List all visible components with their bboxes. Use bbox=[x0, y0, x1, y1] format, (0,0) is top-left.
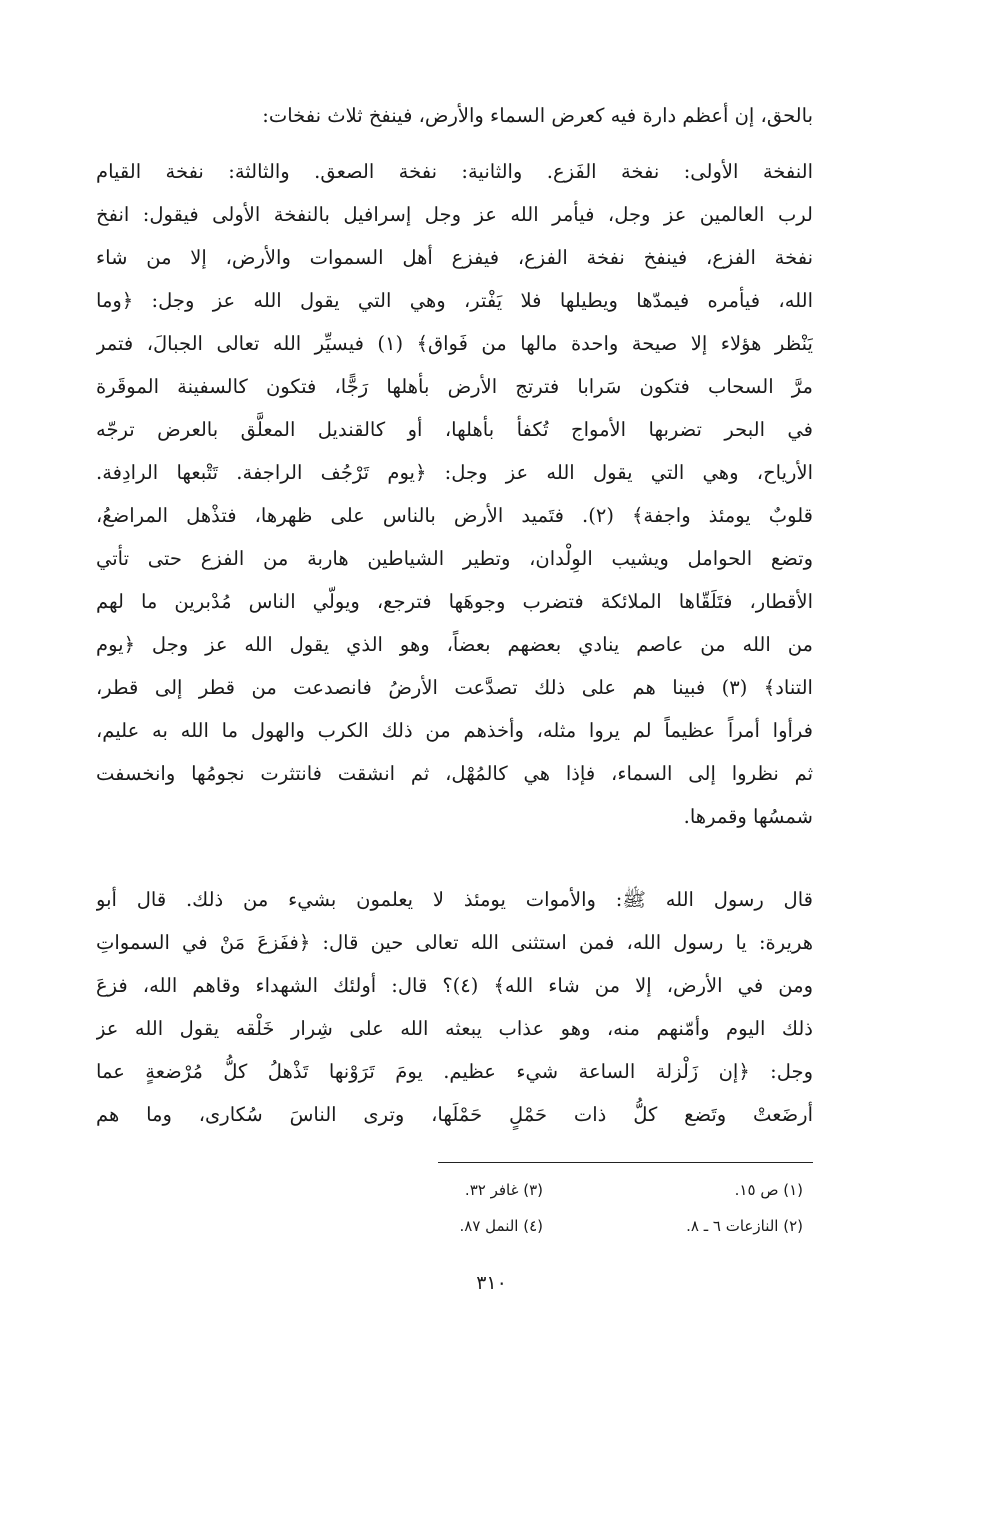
text-line: الأرياح، وهي التي يقول الله عز وجل: ﴿يوم تَرْجُف الراجفة. تَتْبعها الرادِفة. bbox=[96, 461, 813, 484]
paragraph-three-blasts bbox=[96, 150, 813, 838]
text-line: ثم نظروا إلى السماء، فإذا هي كالمُهْل، ثم انشقت فانتثرت نجومُها وانخسفت bbox=[96, 762, 813, 785]
text-line: يَنْظر هؤلاء إلا صيحة واحدة مالها من فَواق﴾ (١) فيسيِّر الله تعالى الجبالَ، فتمر bbox=[96, 332, 813, 355]
footnote-1: (١) ص ١٥. bbox=[734, 1181, 803, 1199]
paragraph-hadith bbox=[96, 878, 813, 1136]
text-line: الأقطار، فتَلَقّاها الملائكة فتضرب وجوهَها فترجع، ويولّي الناس مُدْبرين ما لهم bbox=[96, 590, 813, 613]
footnote-3: (٣) غافر ٣٢. bbox=[464, 1181, 543, 1199]
paragraph-continuation bbox=[160, 94, 813, 137]
text-line: لرب العالمين عز وجل، فيأمر الله عز وجل إسرافيل بالنفخة الأولى فيقول: انفخ bbox=[96, 203, 813, 226]
text-line: التناد﴾ (٣) فبينا هم على ذلك تصدَّعت الأرضُ فانصدعت من قطر إلى قطر، bbox=[96, 676, 813, 699]
text-line: شمسُها وقمرها. bbox=[683, 805, 813, 828]
text-line: النفخة الأولى: نفخة الفَزع. والثانية: نفخة الصعق. والثالثة: نفخة القيام bbox=[96, 160, 813, 183]
text-line: وجل: ﴿إن زَلْزلة الساعة شيء عظيم. يومَ تَرَوْنها تَذْهلُ كلُّ مُرْضعةٍ عما bbox=[96, 1060, 813, 1083]
footnote-2: (٢) النازعات ٦ ـ ٨. bbox=[686, 1217, 803, 1235]
footnote-divider bbox=[438, 1162, 813, 1163]
text-line: قلوبٌ يومئذ واجفة﴾ (٢). فتَميد الأرض بالناس على ظهرها، فتذْهل المراضعُ، bbox=[96, 504, 813, 527]
text-line: ذلك اليوم وأمّنهم منه، وهو عذاب يبعثه الله على شِرار خَلْقه يقول الله عز bbox=[96, 1017, 813, 1040]
text-line: نفخة الفزع، فينفخ نفخة الفزع، فيفزع أهل السموات والأرض، إلا من شاء bbox=[96, 246, 813, 269]
text-line: أرضَعتْ وتَضع كلُّ ذات حَمْلٍ حَمْلَها، وترى الناسَ سُكارى، وما هم bbox=[96, 1103, 813, 1126]
footnotes bbox=[283, 1172, 803, 1244]
text-line: الله، فيأمره فيمدّها ويطيلها فلا يَفْتر، وهي التي يقول الله عز وجل: ﴿وما bbox=[96, 289, 813, 312]
text-line: بالحق، إن أعظم دارة فيه كعرض السماء والأرض، فينفخ ثلاث نفخات: bbox=[262, 104, 813, 127]
footnote-4: (٤) النمل ٨٧. bbox=[459, 1217, 543, 1235]
text-line: قال رسول الله ﷺ: والأموات يومئذ لا يعلمون بشيء من ذلك. قال أبو bbox=[96, 888, 813, 911]
text-line: في البحر تضربها الأمواج تُكفأ بأهلها، أو كالقنديل المعلَّق بالعرض ترجّه bbox=[96, 418, 813, 441]
footnote-row bbox=[283, 1172, 803, 1208]
text-line: ومن في الأرض، إلا من شاء الله﴾ (٤)؟ قال: أولئك الشهداء وقاهم الله، فزعَ bbox=[96, 974, 813, 997]
text-line: من الله من عاصم ينادي بعضهم بعضاً، وهو الذي يقول الله عز وجل ﴿يوم bbox=[96, 633, 813, 656]
text-line: وتضع الحوامل ويشيب الوِلْدان، وتطير الشياطين هاربة من الفزع حتى تأتي bbox=[96, 547, 813, 570]
text-line: فرأوا أمراً عظيماً لم يروا مثله، وأخذهم من ذلك الكرب والهول ما الله به عليم، bbox=[96, 719, 813, 742]
page-number: ٣١٠ bbox=[476, 1272, 507, 1294]
text-line: هريرة: يا رسول الله، فمن استثنى الله تعالى حين قال: ﴿ففَزعَ مَنْ في السمواتِ bbox=[96, 931, 813, 954]
footnote-row bbox=[283, 1208, 803, 1244]
text-line: مرَّ السحاب فتكون سَرابا فترتج الأرض بأهلها رَجًّا، فتكون كالسفينة الموقَرة bbox=[96, 375, 813, 398]
